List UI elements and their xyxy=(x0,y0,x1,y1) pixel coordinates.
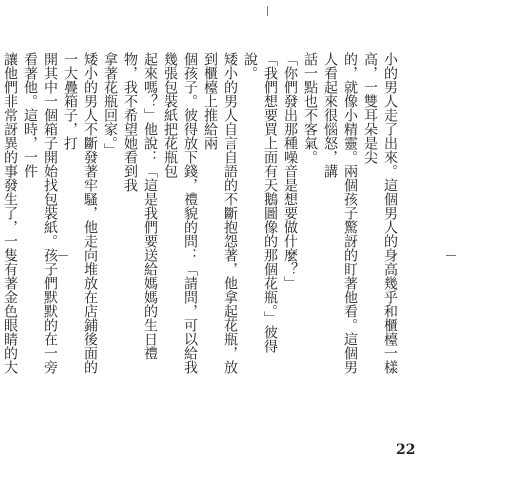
text-line: 「我們想要買上面有天鵝圖像的那個花瓶。」彼得說。 xyxy=(242,52,278,353)
body-text xyxy=(2,52,400,374)
crop-mark-top xyxy=(267,6,268,16)
text-line: 矮小的男人自言自語的不斷抱怨著，他拿起花瓶，放到櫃檯上推給兩 xyxy=(202,52,238,374)
text-line: 的，就像小精靈。兩個孩子驚訝的盯著他看。這個男人看起來很惱怒，講 xyxy=(322,52,358,374)
text-line: 矮小的男人不斷發著牢騷，他走向堆放在店鋪後面的一大疊箱子，打 xyxy=(62,52,98,374)
text-line: 個孩子。彼得放下錢，禮貌的問：「請問，可以給我幾張包裝紙把花瓶包 xyxy=(162,52,198,374)
text-line: 讓他們非常訝異的事發生了，一隻有著金色眼睛的大 xyxy=(2,52,18,374)
text-line: 「你們發出那種噪音是想要做什麼？」 xyxy=(282,52,298,290)
text-line: 小的男人走了出來。這個男人的身高幾乎和櫃檯一樣高，一雙耳朵是尖 xyxy=(362,52,398,374)
text-line: 話一點也不客氣。 xyxy=(302,52,318,164)
text-line: 拿著花瓶回家。」 xyxy=(102,52,118,157)
crop-mark-right xyxy=(446,255,456,256)
page-number: 22 xyxy=(396,442,416,458)
text-line: 開其中一個箱子開始找包裝紙。孩子們默默的在一旁看著他。這時，一件 xyxy=(22,52,58,374)
text-line: 起來嗎？」他說：「這是我們要送給媽媽的生日禮物，我不希望她看到我 xyxy=(122,52,158,360)
